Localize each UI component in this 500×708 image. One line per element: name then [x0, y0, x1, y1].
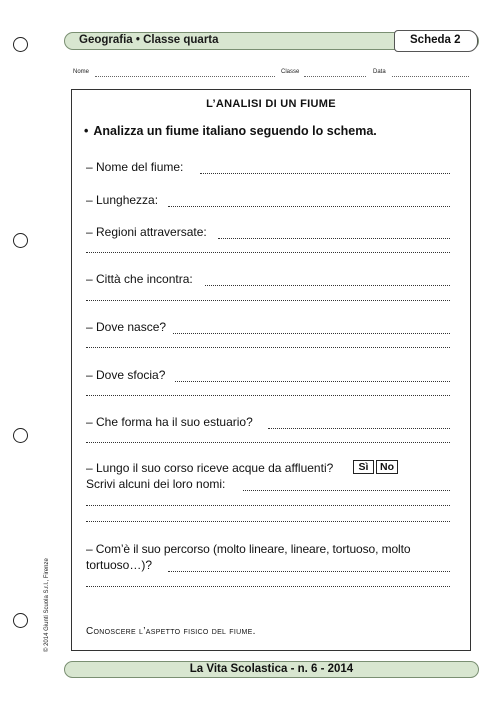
date-label: Data [373, 69, 386, 75]
question-river-name: – Nome del fiume: [86, 160, 184, 174]
question-tributary-names: Scrivi alcuni dei loro nomi: [86, 477, 226, 491]
binder-hole [13, 37, 28, 52]
answer-line[interactable] [86, 252, 450, 253]
answer-line[interactable] [200, 173, 450, 174]
bullet-icon: • [84, 124, 89, 138]
answer-line[interactable] [268, 428, 450, 429]
question-cities: – Città che incontra: [86, 272, 193, 286]
question-course-cont: tortuoso…)? [86, 558, 153, 572]
answer-line[interactable] [173, 333, 450, 334]
publication-info: La Vita Scolastica - n. 6 - 2014 [189, 663, 354, 675]
learning-objective: Conoscere l’aspetto fisico del fiume. [86, 626, 256, 637]
answer-line[interactable] [175, 381, 450, 382]
binder-hole [13, 613, 28, 628]
answer-line[interactable] [86, 395, 450, 396]
copyright-notice: © 2014 Giunti Scuola S.r.l., Firenze [44, 558, 50, 652]
answer-line[interactable] [218, 238, 450, 239]
binder-hole [13, 233, 28, 248]
answer-line[interactable] [243, 490, 450, 491]
question-tributaries: – Lungo il suo corso riceve acque da affluenti? [86, 461, 334, 475]
yes-box[interactable]: Sì [353, 460, 374, 474]
subject-title: Geografia • Classe quarta [79, 34, 219, 46]
name-field[interactable] [95, 76, 275, 77]
class-label: Classe [281, 69, 300, 75]
instruction-text: Analizza un fiume italiano seguendo lo schema. [93, 124, 377, 138]
question-course: – Com’è il suo percorso (molto lineare, lineare, tortuoso, molto [86, 542, 411, 556]
answer-line[interactable] [86, 505, 450, 506]
answer-line[interactable] [86, 347, 450, 348]
no-box[interactable]: No [376, 460, 398, 474]
instruction [84, 124, 377, 138]
binder-hole [13, 428, 28, 443]
question-estuary: – Che forma ha il suo estuario? [86, 415, 253, 429]
question-source: – Dove nasce? [86, 320, 167, 334]
answer-line[interactable] [86, 300, 450, 301]
question-length: – Lunghezza: [86, 193, 159, 207]
sheet-label: Scheda 2 [410, 34, 461, 46]
date-field[interactable] [392, 76, 469, 77]
question-regions: – Regioni attraversate: [86, 225, 207, 239]
answer-line[interactable] [86, 442, 450, 443]
answer-line[interactable] [205, 285, 450, 286]
answer-line[interactable] [86, 521, 450, 522]
answer-line[interactable] [86, 586, 450, 587]
answer-line[interactable] [168, 571, 450, 572]
worksheet-title: L’ANALISI DI UN FIUME [206, 98, 336, 110]
question-mouth: – Dove sfocia? [86, 368, 166, 382]
answer-line[interactable] [168, 206, 450, 207]
name-label: Nome [73, 69, 90, 75]
class-field[interactable] [304, 76, 366, 77]
